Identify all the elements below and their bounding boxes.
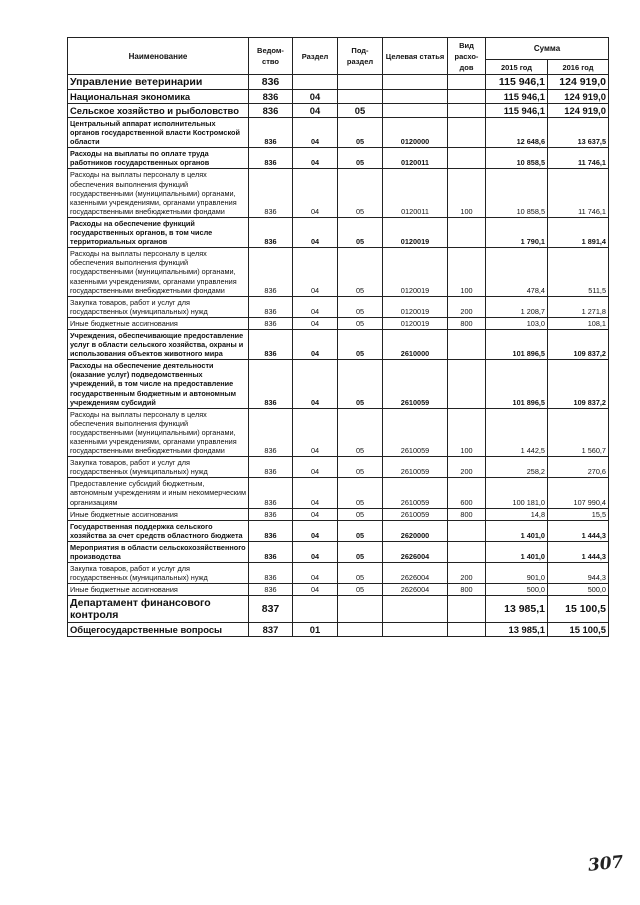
cell-vid: 800 xyxy=(448,584,486,596)
cell-sum-2016: 107 990,4 xyxy=(548,478,609,508)
cell-sum-2016: 1 891,4 xyxy=(548,217,609,247)
cell-razdel: 04 xyxy=(293,408,338,456)
cell-podrazdel: 05 xyxy=(338,329,383,359)
cell-celevaya: 2620000 xyxy=(383,520,448,541)
header-vid: Вид расхо-дов xyxy=(448,38,486,75)
cell-name: Закупка товаров, работ и услуг для государственных (муниципальных) нужд xyxy=(68,296,249,317)
cell-celevaya xyxy=(383,75,448,90)
cell-vid xyxy=(448,520,486,541)
cell-podrazdel: 05 xyxy=(338,478,383,508)
cell-sum-2016: 511,5 xyxy=(548,248,609,296)
cell-name: Иные бюджетные ассигнования xyxy=(68,508,249,520)
cell-sum-2015: 258,2 xyxy=(486,457,548,478)
cell-sum-2016: 109 837,2 xyxy=(548,329,609,359)
cell-podrazdel: 05 xyxy=(338,360,383,408)
cell-name: Закупка товаров, работ и услуг для государственных (муниципальных) нужд xyxy=(68,563,249,584)
cell-name: Иные бюджетные ассигнования xyxy=(68,317,249,329)
cell-vedomstvo: 836 xyxy=(249,118,293,148)
table-row xyxy=(68,508,609,520)
cell-podrazdel: 05 xyxy=(338,520,383,541)
cell-name: Департамент финансового контроля xyxy=(68,596,249,623)
cell-name: Расходы на выплаты по оплате труда работников государственных органов xyxy=(68,148,249,169)
cell-sum-2015: 1 208,7 xyxy=(486,296,548,317)
cell-name: Расходы на обеспечение деятельности (оказание услуг) подведомственных учреждений, в том числе на предоставление государственным бюджетным и автономным учреждениям субсидий xyxy=(68,360,249,408)
cell-sum-2016: 11 746,1 xyxy=(548,169,609,217)
table-row xyxy=(68,520,609,541)
table-row xyxy=(68,217,609,247)
cell-podrazdel: 05 xyxy=(338,169,383,217)
cell-celevaya: 0120019 xyxy=(383,248,448,296)
cell-sum-2015: 1 401,0 xyxy=(486,541,548,562)
cell-celevaya: 0120011 xyxy=(383,148,448,169)
cell-celevaya: 2610059 xyxy=(383,478,448,508)
table-row xyxy=(68,596,609,623)
table-row xyxy=(68,169,609,217)
cell-celevaya: 2610059 xyxy=(383,408,448,456)
cell-sum-2015: 115 946,1 xyxy=(486,104,548,118)
cell-sum-2015: 1 442,5 xyxy=(486,408,548,456)
cell-name: Государственная поддержка сельского хозяйства за счет средств областного бюджета xyxy=(68,520,249,541)
cell-sum-2015: 10 858,5 xyxy=(486,148,548,169)
cell-razdel: 04 xyxy=(293,508,338,520)
cell-podrazdel: 05 xyxy=(338,317,383,329)
cell-name: Расходы на выплаты персоналу в целях обеспечения выполнения функций государственными (муниципальными) органами, казенными учреждениями, органами управления государственными внебюджетными фондами xyxy=(68,248,249,296)
cell-sum-2015: 115 946,1 xyxy=(486,75,548,90)
cell-sum-2016: 124 919,0 xyxy=(548,75,609,90)
cell-name: Общегосударственные вопросы xyxy=(68,623,249,637)
cell-celevaya xyxy=(383,623,448,637)
cell-vedomstvo: 836 xyxy=(249,90,293,104)
cell-razdel: 04 xyxy=(293,541,338,562)
cell-vid xyxy=(448,329,486,359)
cell-sum-2016: 270,6 xyxy=(548,457,609,478)
table-header xyxy=(68,38,609,75)
cell-celevaya: 0120019 xyxy=(383,217,448,247)
table-row xyxy=(68,317,609,329)
table-row xyxy=(68,329,609,359)
header-name: Наименование xyxy=(68,38,249,75)
cell-razdel: 04 xyxy=(293,90,338,104)
cell-vid: 100 xyxy=(448,408,486,456)
cell-vid xyxy=(448,104,486,118)
cell-name: Учреждения, обеспечивающие предоставление услуг в области сельского хозяйства, охраны и использования объектов животного мира xyxy=(68,329,249,359)
cell-sum-2016: 944,3 xyxy=(548,563,609,584)
cell-name: Расходы на выплаты персоналу в целях обеспечения выполнения функций государственными (муниципальными) органами, казенными учреждениями, органами управления государственными внебюджетными фондами xyxy=(68,169,249,217)
table-row xyxy=(68,408,609,456)
cell-sum-2016: 108,1 xyxy=(548,317,609,329)
cell-vedomstvo: 836 xyxy=(249,478,293,508)
table-row xyxy=(68,541,609,562)
cell-razdel xyxy=(293,75,338,90)
cell-sum-2016: 11 746,1 xyxy=(548,148,609,169)
cell-razdel: 04 xyxy=(293,148,338,169)
cell-vid: 800 xyxy=(448,508,486,520)
table-body xyxy=(68,75,609,637)
cell-name: Центральный аппарат исполнительных органов государственной власти Костромской области xyxy=(68,118,249,148)
cell-name: Управление ветеринарии xyxy=(68,75,249,90)
cell-sum-2016: 500,0 xyxy=(548,584,609,596)
cell-vedomstvo: 836 xyxy=(249,457,293,478)
cell-name: Закупка товаров, работ и услуг для государственных (муниципальных) нужд xyxy=(68,457,249,478)
cell-razdel: 04 xyxy=(293,104,338,118)
cell-sum-2016: 13 637,5 xyxy=(548,118,609,148)
cell-sum-2015: 1 790,1 xyxy=(486,217,548,247)
cell-celevaya xyxy=(383,104,448,118)
table-row xyxy=(68,296,609,317)
cell-podrazdel: 05 xyxy=(338,563,383,584)
cell-razdel: 04 xyxy=(293,520,338,541)
cell-vedomstvo: 836 xyxy=(249,148,293,169)
cell-razdel: 04 xyxy=(293,118,338,148)
cell-vid: 200 xyxy=(448,457,486,478)
cell-celevaya: 2610059 xyxy=(383,360,448,408)
cell-vedomstvo: 836 xyxy=(249,75,293,90)
cell-celevaya xyxy=(383,90,448,104)
cell-sum-2016: 15 100,5 xyxy=(548,623,609,637)
cell-vid xyxy=(448,90,486,104)
cell-sum-2016: 15 100,5 xyxy=(548,596,609,623)
cell-vid xyxy=(448,118,486,148)
cell-sum-2015: 101 896,5 xyxy=(486,329,548,359)
cell-razdel xyxy=(293,596,338,623)
cell-vedomstvo: 837 xyxy=(249,623,293,637)
cell-podrazdel: 05 xyxy=(338,217,383,247)
cell-vid: 100 xyxy=(448,248,486,296)
table-row xyxy=(68,104,609,118)
header-razdel: Раздел xyxy=(293,38,338,75)
cell-sum-2015: 115 946,1 xyxy=(486,90,548,104)
header-vedomstvo: Ведом-ство xyxy=(249,38,293,75)
cell-celevaya: 2626004 xyxy=(383,563,448,584)
cell-razdel: 04 xyxy=(293,169,338,217)
cell-razdel: 04 xyxy=(293,563,338,584)
cell-sum-2015: 13 985,1 xyxy=(486,623,548,637)
cell-celevaya: 0120019 xyxy=(383,317,448,329)
cell-vid: 600 xyxy=(448,478,486,508)
cell-podrazdel: 05 xyxy=(338,118,383,148)
cell-sum-2015: 13 985,1 xyxy=(486,596,548,623)
table-row xyxy=(68,248,609,296)
cell-podrazdel: 05 xyxy=(338,541,383,562)
cell-podrazdel xyxy=(338,90,383,104)
cell-razdel: 04 xyxy=(293,457,338,478)
cell-podrazdel: 05 xyxy=(338,508,383,520)
cell-vid: 200 xyxy=(448,563,486,584)
table-row xyxy=(68,148,609,169)
cell-podrazdel xyxy=(338,623,383,637)
cell-razdel: 04 xyxy=(293,217,338,247)
cell-razdel: 04 xyxy=(293,360,338,408)
cell-vid: 100 xyxy=(448,169,486,217)
cell-podrazdel: 05 xyxy=(338,296,383,317)
cell-razdel: 04 xyxy=(293,584,338,596)
cell-vedomstvo: 836 xyxy=(249,520,293,541)
table-row xyxy=(68,457,609,478)
cell-celevaya: 0120000 xyxy=(383,118,448,148)
cell-celevaya: 2626004 xyxy=(383,541,448,562)
table-row xyxy=(68,623,609,637)
cell-celevaya: 2610059 xyxy=(383,508,448,520)
cell-sum-2015: 12 648,6 xyxy=(486,118,548,148)
cell-celevaya: 2610059 xyxy=(383,457,448,478)
cell-name: Национальная экономика xyxy=(68,90,249,104)
cell-vid xyxy=(448,541,486,562)
budget-table xyxy=(67,37,609,637)
cell-sum-2016: 109 837,2 xyxy=(548,360,609,408)
cell-vedomstvo: 836 xyxy=(249,563,293,584)
cell-vedomstvo: 836 xyxy=(249,408,293,456)
cell-vedomstvo: 836 xyxy=(249,360,293,408)
header-summa: Сумма xyxy=(486,38,609,60)
cell-vedomstvo: 836 xyxy=(249,217,293,247)
cell-sum-2015: 500,0 xyxy=(486,584,548,596)
cell-name: Мероприятия в области сельскохозяйственного производства xyxy=(68,541,249,562)
cell-razdel: 04 xyxy=(293,478,338,508)
cell-razdel: 04 xyxy=(293,329,338,359)
cell-celevaya xyxy=(383,596,448,623)
budget-sheet xyxy=(67,37,608,637)
cell-name: Иные бюджетные ассигнования xyxy=(68,584,249,596)
cell-razdel: 04 xyxy=(293,248,338,296)
cell-sum-2016: 1 271,8 xyxy=(548,296,609,317)
cell-sum-2015: 100 181,0 xyxy=(486,478,548,508)
cell-name: Расходы на выплаты персоналу в целях обеспечения выполнения функций государственными (муниципальными) органами, казенными учреждениями, органами управления государственными внебюджетными фондами xyxy=(68,408,249,456)
cell-vedomstvo: 836 xyxy=(249,296,293,317)
cell-vedomstvo: 836 xyxy=(249,584,293,596)
cell-sum-2015: 901,0 xyxy=(486,563,548,584)
header-year-2016: 2016 год xyxy=(548,60,609,75)
cell-vedomstvo: 836 xyxy=(249,248,293,296)
cell-sum-2016: 1 444,3 xyxy=(548,541,609,562)
cell-vedomstvo: 836 xyxy=(249,317,293,329)
cell-sum-2015: 10 858,5 xyxy=(486,169,548,217)
cell-vedomstvo: 836 xyxy=(249,104,293,118)
table-row xyxy=(68,90,609,104)
cell-sum-2016: 15,5 xyxy=(548,508,609,520)
cell-vid: 200 xyxy=(448,296,486,317)
table-row xyxy=(68,360,609,408)
cell-celevaya: 2610000 xyxy=(383,329,448,359)
cell-sum-2016: 1 560,7 xyxy=(548,408,609,456)
cell-razdel: 01 xyxy=(293,623,338,637)
cell-sum-2015: 478,4 xyxy=(486,248,548,296)
cell-vid xyxy=(448,217,486,247)
table-row xyxy=(68,118,609,148)
cell-vedomstvo: 836 xyxy=(249,508,293,520)
cell-vedomstvo: 837 xyxy=(249,596,293,623)
cell-podrazdel xyxy=(338,75,383,90)
cell-vid xyxy=(448,596,486,623)
cell-name: Предоставление субсидий бюджетным, автономным учреждениям и иным некоммерческим организациям xyxy=(68,478,249,508)
cell-vedomstvo: 836 xyxy=(249,541,293,562)
cell-celevaya: 2626004 xyxy=(383,584,448,596)
cell-sum-2015: 103,0 xyxy=(486,317,548,329)
header-year-2015: 2015 год xyxy=(486,60,548,75)
cell-sum-2015: 1 401,0 xyxy=(486,520,548,541)
cell-podrazdel xyxy=(338,596,383,623)
cell-podrazdel: 05 xyxy=(338,248,383,296)
header-celevaya: Целевая статья xyxy=(383,38,448,75)
cell-name: Сельское хозяйство и рыболовство xyxy=(68,104,249,118)
cell-razdel: 04 xyxy=(293,296,338,317)
table-row xyxy=(68,478,609,508)
header-podrazdel: Под-раздел xyxy=(338,38,383,75)
cell-vid xyxy=(448,360,486,408)
cell-podrazdel: 05 xyxy=(338,148,383,169)
cell-podrazdel: 05 xyxy=(338,408,383,456)
cell-vid xyxy=(448,623,486,637)
cell-razdel: 04 xyxy=(293,317,338,329)
table-row xyxy=(68,75,609,90)
cell-vid xyxy=(448,148,486,169)
table-row xyxy=(68,584,609,596)
cell-sum-2015: 101 896,5 xyxy=(486,360,548,408)
cell-vid: 800 xyxy=(448,317,486,329)
cell-podrazdel: 05 xyxy=(338,584,383,596)
cell-sum-2015: 14,8 xyxy=(486,508,548,520)
cell-name: Расходы на обеспечение функций государственных органов, в том числе территориальных органов xyxy=(68,217,249,247)
cell-sum-2016: 124 919,0 xyxy=(548,90,609,104)
cell-podrazdel: 05 xyxy=(338,104,383,118)
page-number: 307 xyxy=(587,852,625,876)
cell-vedomstvo: 836 xyxy=(249,169,293,217)
cell-vid xyxy=(448,75,486,90)
cell-sum-2016: 124 919,0 xyxy=(548,104,609,118)
table-row xyxy=(68,563,609,584)
cell-celevaya: 0120011 xyxy=(383,169,448,217)
cell-podrazdel: 05 xyxy=(338,457,383,478)
cell-celevaya: 0120019 xyxy=(383,296,448,317)
cell-vedomstvo: 836 xyxy=(249,329,293,359)
cell-sum-2016: 1 444,3 xyxy=(548,520,609,541)
